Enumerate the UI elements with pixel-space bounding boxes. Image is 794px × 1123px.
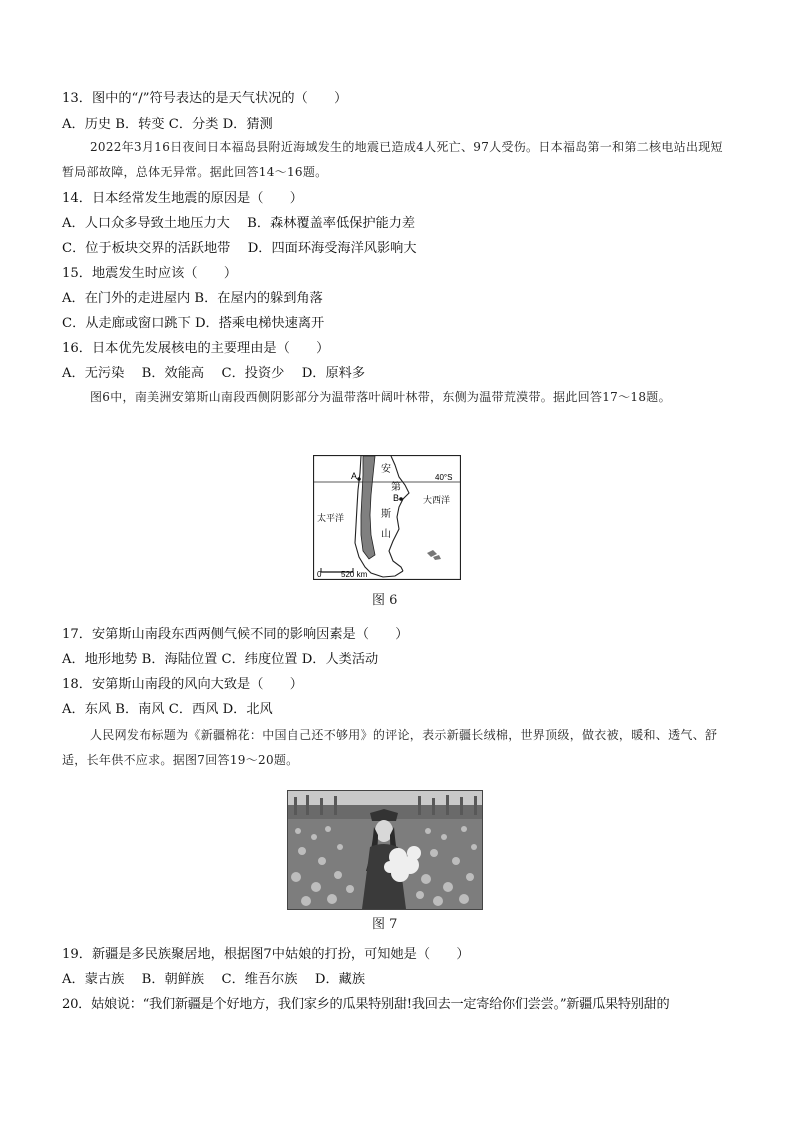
q19-stem: 19．新疆是多民族聚居地，根据图7中姑娘的打扮，可知她是（ ） bbox=[62, 947, 470, 962]
figure-7-caption: 图 7 bbox=[372, 917, 398, 932]
q16-stem: 16．日本优先发展核电的主要理由是（ ） bbox=[62, 341, 330, 356]
q13-options: A．历史 B．转变 C．分类 D．猜测 bbox=[62, 117, 273, 132]
q15-options-line2: C．从走廊或窗口跳下 D．搭乘电梯快速离开 bbox=[62, 316, 325, 331]
figure-6-caption: 图 6 bbox=[372, 593, 398, 608]
andes-char-shan: 山 bbox=[381, 529, 391, 540]
q19-options: A．蒙古族 B．朝鲜族 C．维吾尔族 D．藏族 bbox=[62, 972, 366, 987]
q14-stem: 14．日本经常发生地震的原因是（ ） bbox=[62, 191, 303, 206]
q14-options-line1: A．人口众多导致土地压力大 B．森林覆盖率低保护能力差 bbox=[62, 216, 416, 231]
latitude-label: 40°S bbox=[435, 473, 453, 482]
q15-options-line1: A．在门外的走进屋内 B．在屋内的躲到角落 bbox=[62, 291, 323, 306]
q18-options: A．东风 B．南风 C．西风 D．北风 bbox=[62, 702, 273, 717]
andes-char-di: 第 bbox=[391, 482, 401, 493]
point-a-label: A bbox=[351, 471, 358, 481]
andes-char-an: 安 bbox=[381, 464, 391, 475]
atlantic-label: 大西洋 bbox=[423, 496, 451, 506]
q13-stem: 13．图中的“/”符号表达的是天气状况的（ ） bbox=[62, 91, 348, 106]
figure-6-map bbox=[313, 455, 461, 580]
passage-17-18: 图6中，南美洲安第斯山南段西侧阴影部分为温带落叶阔叶林带，东侧为温带荒漠带。据此回答17～18题。 bbox=[90, 390, 671, 404]
scale-label: 520 km bbox=[341, 570, 368, 579]
passage-14-16: 2022年3月16日夜间日本福岛县附近海域发生的地震已造成4人死亡、97人受伤。日本福岛第一和第二核电站出现短暂局部故障，总体无异常。据此回答14～16题。 bbox=[62, 140, 723, 179]
point-b-label: B bbox=[393, 493, 400, 503]
andes-char-si: 斯 bbox=[381, 509, 391, 520]
passage-19-20: 人民网发布标题为《新疆棉花：中国自己还不够用》的评论，表示新疆长绒棉，世界顶级，做衣被，暖和、透气、舒适，长年供不应求。据图7回答19～20题。 bbox=[62, 728, 718, 767]
figure-7-photo bbox=[287, 790, 483, 910]
q15-stem: 15．地震发生时应该（ ） bbox=[62, 266, 238, 281]
q16-options: A．无污染 B．效能高 C．投资少 D．原料多 bbox=[62, 366, 366, 381]
q18-stem: 18．安第斯山南段的风向大致是（ ） bbox=[62, 677, 303, 692]
q20-stem: 20．姑娘说：“我们新疆是个好地方，我们家乡的瓜果特别甜!我回去一定寄给你们尝尝。”新疆瓜果特别甜的 bbox=[62, 997, 670, 1012]
scale-zero-label: 0 bbox=[317, 570, 322, 579]
pacific-label: 太平洋 bbox=[317, 514, 345, 524]
q17-stem: 17．安第斯山南段东西两侧气候不同的影响因素是（ ） bbox=[62, 627, 409, 642]
q14-options-line2: C．位于板块交界的活跃地带 D．四面环海受海洋风影响大 bbox=[62, 241, 417, 256]
q17-options: A．地形地势 B．海陆位置 C．纬度位置 D．人类活动 bbox=[62, 652, 379, 667]
